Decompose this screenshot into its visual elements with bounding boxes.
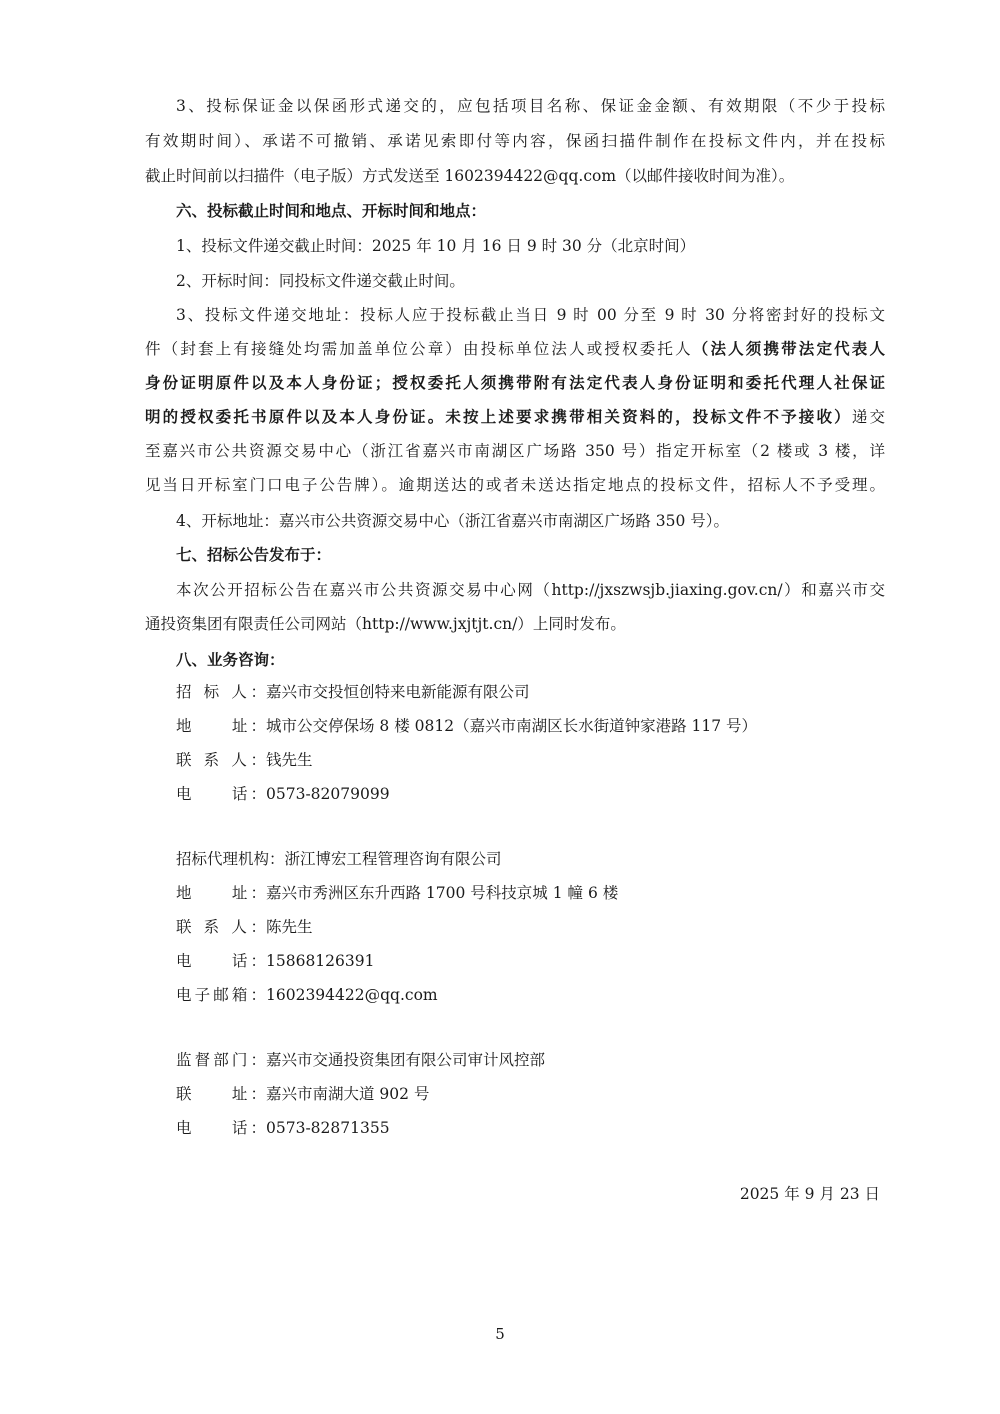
tenderer-contact-row (176, 743, 313, 777)
text-segment: 件（封套上有接缝处均需加盖单位公章）由投标单位法人或授权委托人 (145, 340, 693, 358)
section-heading-6: 六、投标截止时间和地点、开标时间和地点： (176, 201, 487, 220)
document-date: 2025 年 9 月 23 日 (739, 1185, 880, 1203)
paragraph-line: 截止时间前以扫描件（电子版）方式发送至 1602394422@qq.com（以邮件接收时间为准）。 (145, 167, 795, 185)
page-number: 5 (495, 1325, 505, 1343)
supervisor-name-row (176, 1043, 545, 1077)
field-value: 城市公交停保场 8 楼 0812（嘉兴市南湖区长水街道钟家港路 117 号） (266, 717, 758, 735)
field-value: 嘉兴市秀洲区东升西路 1700 号科技京城 1 幢 6 楼 (266, 884, 619, 902)
field-label: 联 系 人： (176, 918, 266, 936)
tenderer-phone-row (176, 777, 390, 811)
field-value: 0573-82079099 (266, 785, 390, 803)
paragraph-line: 至嘉兴市公共资源交易中心（浙江省嘉兴市南湖区广场路 350 号）指定开标室（2 楼或 3 楼，详 (145, 442, 885, 460)
field-label: 电 话： (176, 785, 266, 803)
agent-address-row (176, 876, 618, 910)
field-label: 招标代理机构： (176, 850, 285, 868)
email-link[interactable]: 1602394422@qq.com (266, 986, 438, 1004)
section-heading-8: 八、业务咨询： (176, 650, 285, 669)
field-label: 电 话： (176, 952, 266, 970)
paragraph-line: 身份证明原件以及本人身份证；授权委托人须携带附有法定代表人身份证明和委托代理人社保证 (145, 373, 885, 392)
agent-contact-row (176, 910, 313, 944)
tenderer-name-row (176, 675, 530, 709)
field-label: 地 址： (176, 884, 266, 902)
agent-name-row (176, 842, 502, 876)
field-label: 联 系 人： (176, 751, 266, 769)
section-heading-7: 七、招标公告发布于： (176, 545, 332, 564)
field-value: 嘉兴市交通投资集团有限公司审计风控部 (266, 1051, 546, 1069)
field-value: 钱先生 (266, 751, 313, 769)
paragraph-line: 3、投标文件递交地址：投标人应于投标截止当日 9 时 00 分至 9 时 30 分将密封好的投标文 (176, 306, 885, 324)
agent-phone-row (176, 944, 374, 978)
field-label: 电子邮箱： (176, 986, 266, 1004)
bold-text-segment: （法人须携带法定代表人 (692, 339, 885, 358)
field-label: 监督部门： (176, 1051, 266, 1069)
paragraph-line: 1、投标文件递交截止时间：2025 年 10 月 16 日 9 时 30 分（北京时间） (176, 237, 696, 255)
bold-text-segment: 明的授权委托书原件以及本人身份证。未按上述要求携带相关资料的，投标文件不予接收） (145, 407, 852, 426)
field-value: 嘉兴市南湖大道 902 号 (266, 1085, 430, 1103)
supervisor-address-row (176, 1077, 429, 1111)
field-value: 浙江博宏工程管理咨询有限公司 (284, 850, 502, 868)
field-label: 招 标 人： (176, 683, 266, 701)
agent-email-row (176, 978, 438, 1012)
paragraph-line: 2、开标时间：同投标文件递交截止时间。 (176, 272, 465, 290)
field-label: 联 址： (176, 1085, 266, 1103)
field-value: 0573-82871355 (266, 1119, 390, 1137)
field-label: 地 址： (176, 717, 266, 735)
field-label: 电 话： (176, 1119, 266, 1137)
field-value: 陈先生 (266, 918, 313, 936)
paragraph-line: 见当日开标室门口电子公告牌）。逾期送达的或者未送达指定地点的投标文件，招标人不予受理。 (145, 476, 885, 494)
paragraph-line (145, 400, 885, 434)
text-segment: 递交 (851, 408, 885, 426)
field-value: 嘉兴市交投恒创特来电新能源有限公司 (266, 683, 530, 701)
paragraph-line (145, 332, 885, 366)
tenderer-address-row (176, 709, 757, 743)
supervisor-phone-row (176, 1111, 390, 1145)
paragraph-line: 本次公开招标公告在嘉兴市公共资源交易中心网（http://jxszwsjb.jiaxing.gov.cn/）和嘉兴市交 (176, 581, 885, 599)
paragraph-line: 有效期时间）、承诺不可撤销、承诺见索即付等内容，保函扫描件制作在投标文件内，并在投标 (145, 132, 885, 150)
field-value: 15868126391 (266, 952, 375, 970)
paragraph-line: 3、投标保证金以保函形式递交的，应包括项目名称、保证金金额、有效期限（不少于投标 (176, 97, 885, 115)
paragraph-line: 通投资集团有限责任公司网站（http://www.jxjtjt.cn/）上同时发布。 (145, 615, 626, 633)
paragraph-line: 4、开标地址：嘉兴市公共资源交易中心（浙江省嘉兴市南湖区广场路 350 号）。 (176, 512, 730, 530)
